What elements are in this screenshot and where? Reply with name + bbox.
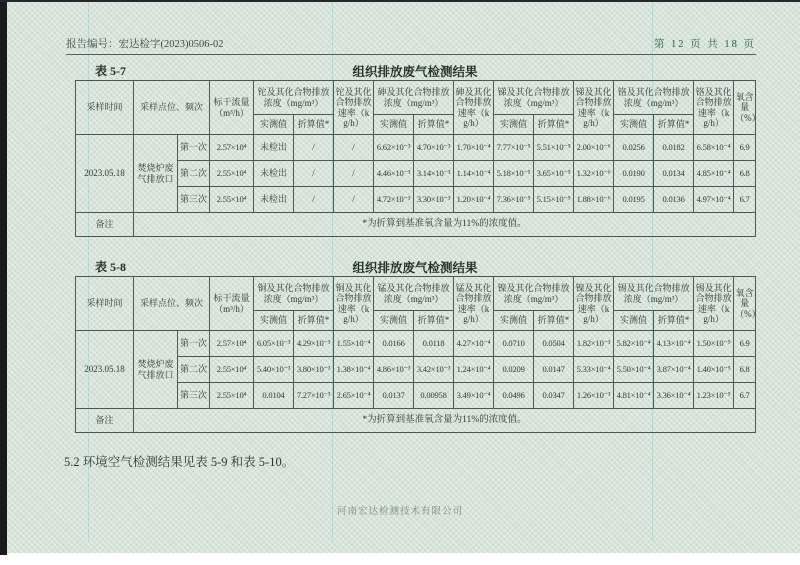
data-cell: 5.33×10⁻⁴ <box>574 357 614 383</box>
data-cell: 3.42×10⁻³ <box>414 357 454 383</box>
col-header-oxygen: 氧含量（%） <box>734 277 756 331</box>
data-cell: 3.80×10⁻³ <box>294 357 334 383</box>
col-header-group-rate: 锰及其化合物排放速率（kg/h） <box>454 277 494 331</box>
col-subheader-measured: 实测值 <box>614 311 654 331</box>
data-cell: 0.0256 <box>614 135 654 161</box>
note-text: *为折算到基准氧含量为11%的浓度值。 <box>134 409 756 433</box>
col-header-group-conc: 镍及其化合物排放浓度（mg/m³） <box>494 277 574 311</box>
col-header-group-rate: 锑及其化合物排放速率（kg/h） <box>574 81 614 135</box>
data-cell: 3.65×10⁻⁵ <box>534 161 574 187</box>
emissions-table-5-8 <box>75 276 761 433</box>
table-row <box>76 331 756 357</box>
col-header-oxygen: 氧含量（%） <box>734 81 756 135</box>
table-5-8-caption <box>75 258 755 274</box>
col-header-group-rate: 铜及其化合物排放速率（kg/h） <box>334 277 374 331</box>
table-row <box>76 383 756 409</box>
col-subheader-converted: 折算值* <box>294 311 334 331</box>
document-header <box>66 36 756 55</box>
data-cell: 6.9 <box>734 331 756 357</box>
data-cell: 0.0137 <box>374 383 414 409</box>
data-cell: 1.55×10⁻⁴ <box>334 331 374 357</box>
data-cell: 4.81×10⁻⁴ <box>614 383 654 409</box>
freq-cell: 第一次 <box>178 331 210 357</box>
data-cell: 0.00958 <box>414 383 454 409</box>
data-cell: 1.82×10⁻³ <box>574 331 614 357</box>
data-cell: 4.85×10⁻⁴ <box>694 161 734 187</box>
data-cell: 0.0209 <box>494 357 534 383</box>
data-cell: 0.0710 <box>494 331 534 357</box>
note-row <box>76 409 756 433</box>
col-header-flow: 标干流量（m³/h） <box>210 81 254 135</box>
data-cell: 4.29×10⁻³ <box>294 331 334 357</box>
data-cell: 4.72×10⁻³ <box>374 187 414 213</box>
col-subheader-converted: 折算值* <box>414 311 454 331</box>
data-cell: 2.55×10⁴ <box>210 161 254 187</box>
data-cell: 1.23×10⁻⁵ <box>694 383 734 409</box>
col-subheader-converted: 折算值* <box>534 115 574 135</box>
data-cell: 5.18×10⁻⁵ <box>494 161 534 187</box>
table-5-7-caption <box>75 62 755 78</box>
data-cell: 未检出 <box>254 161 294 187</box>
data-cell: 2.00×10⁻⁶ <box>574 135 614 161</box>
data-cell: 2.65×10⁻⁴ <box>334 383 374 409</box>
freq-cell: 第一次 <box>178 135 210 161</box>
page-indicator: 第 12 页 共 18 页 <box>653 39 756 50</box>
data-cell: 2.55×10⁴ <box>210 187 254 213</box>
table-5-7-label: 表 5-7 <box>95 64 126 78</box>
col-subheader-converted: 折算值* <box>534 311 574 331</box>
data-cell: 1.50×10⁻⁵ <box>694 331 734 357</box>
data-cell: 3.14×10⁻³ <box>414 161 454 187</box>
table-row <box>76 135 756 161</box>
table-5-8-label: 表 5-8 <box>95 260 126 274</box>
col-subheader-measured: 实测值 <box>614 115 654 135</box>
data-cell: 1.32×10⁻⁶ <box>574 161 614 187</box>
data-cell: 5.50×10⁻⁴ <box>614 357 654 383</box>
note-row <box>76 213 756 237</box>
freq-cell: 第二次 <box>178 357 210 383</box>
data-cell: 1.40×10⁻⁵ <box>694 357 734 383</box>
data-cell: 0.0347 <box>534 383 574 409</box>
data-cell: 6.7 <box>734 383 756 409</box>
data-cell: 0.0118 <box>414 331 454 357</box>
data-cell: 未检出 <box>254 135 294 161</box>
data-cell: 5.51×10⁻⁵ <box>534 135 574 161</box>
data-cell: 1.20×10⁻⁴ <box>454 187 494 213</box>
col-header-group-rate: 镍及其化合物排放速率（kg/h） <box>574 277 614 331</box>
data-cell: 3.49×10⁻⁴ <box>454 383 494 409</box>
col-header-point-freq: 采样点位、频次 <box>134 277 210 331</box>
table-5-7-title: 组织排放废气检测结果 <box>352 65 478 79</box>
col-header-group-rate: 铬及其化合物排放速率（kg/h） <box>694 81 734 135</box>
col-header-sample-time: 采样时间 <box>76 277 134 331</box>
table-row <box>76 187 756 213</box>
data-cell: 7.27×10⁻³ <box>294 383 334 409</box>
data-cell: 4.97×10⁻⁴ <box>694 187 734 213</box>
data-cell: 5.15×10⁻⁵ <box>534 187 574 213</box>
data-cell: 7.77×10⁻⁵ <box>494 135 534 161</box>
data-cell: 1.26×10⁻³ <box>574 383 614 409</box>
note-text: *为折算到基准氧含量为11%的浓度值。 <box>134 213 756 237</box>
section-5-2-text: 5.2 环境空气检测结果见表 5-9 和表 5-10。 <box>64 455 295 469</box>
note-label: 备注 <box>76 213 134 237</box>
data-cell: 6.58×10⁻⁴ <box>694 135 734 161</box>
data-cell: 0.0104 <box>254 383 294 409</box>
data-cell: 6.62×10⁻³ <box>374 135 414 161</box>
data-cell: 0.0182 <box>654 135 694 161</box>
note-label: 备注 <box>76 409 134 433</box>
col-header-group-conc: 砷及其化合物排放浓度（mg/m³） <box>374 81 454 115</box>
data-cell: / <box>334 135 374 161</box>
data-cell: 未检出 <box>254 187 294 213</box>
data-cell: 1.88×10⁻⁶ <box>574 187 614 213</box>
data-cell: 5.82×10⁻⁴ <box>614 331 654 357</box>
col-header-sample-time: 采样时间 <box>76 81 134 135</box>
data-cell: 4.27×10⁻⁴ <box>454 331 494 357</box>
data-cell: 4.13×10⁻⁴ <box>654 331 694 357</box>
col-subheader-converted: 折算值* <box>294 115 334 135</box>
col-header-point-freq: 采样点位、频次 <box>134 81 210 135</box>
col-header-group-rate: 砷及其化合物排放速率（kg/h） <box>454 81 494 135</box>
freq-cell: 第三次 <box>178 383 210 409</box>
data-cell: 3.87×10⁻⁴ <box>654 357 694 383</box>
col-subheader-measured: 实测值 <box>254 115 294 135</box>
freq-cell: 第三次 <box>178 187 210 213</box>
data-cell: 2.55×10⁴ <box>210 383 254 409</box>
data-cell: 0.0496 <box>494 383 534 409</box>
sample-date-cell: 2023.05.18 <box>76 135 134 213</box>
col-header-flow: 标干流量（m³/h） <box>210 277 254 331</box>
data-cell: 0.0136 <box>654 187 694 213</box>
data-cell: 5.40×10⁻³ <box>254 357 294 383</box>
col-header-group-conc: 锡及其化合物排放浓度（mg/m³） <box>614 277 694 311</box>
data-cell: 6.7 <box>734 187 756 213</box>
col-header-group-conc: 铊及其化合物排放浓度（mg/m³） <box>254 81 334 115</box>
data-cell: / <box>294 135 334 161</box>
report-number: 报告编号：宏达检字(2023)0506-02 <box>66 39 224 50</box>
col-subheader-converted: 折算值* <box>654 115 694 135</box>
emissions-table-5-7 <box>75 80 761 237</box>
data-cell: 6.05×10⁻³ <box>254 331 294 357</box>
col-header-group-conc: 锑及其化合物排放浓度（mg/m³） <box>494 81 574 115</box>
data-cell: 3.36×10⁻⁴ <box>654 383 694 409</box>
col-subheader-converted: 折算值* <box>654 311 694 331</box>
data-cell: 6.8 <box>734 357 756 383</box>
data-cell: 6.8 <box>734 161 756 187</box>
data-cell: 0.0195 <box>614 187 654 213</box>
col-subheader-converted: 折算值* <box>414 115 454 135</box>
table-5-8-title: 组织排放废气检测结果 <box>352 261 478 275</box>
freq-cell: 第二次 <box>178 161 210 187</box>
sample-date-cell: 2023.05.18 <box>76 331 134 409</box>
data-cell: 0.0147 <box>534 357 574 383</box>
col-subheader-measured: 实测值 <box>374 115 414 135</box>
table-row <box>76 357 756 383</box>
data-cell: 0.0134 <box>654 161 694 187</box>
data-cell: / <box>294 161 334 187</box>
col-header-group-conc: 铜及其化合物排放浓度（mg/m³） <box>254 277 334 311</box>
data-cell: / <box>294 187 334 213</box>
data-cell: 2.57×10⁴ <box>210 331 254 357</box>
data-cell: 6.9 <box>734 135 756 161</box>
table-row <box>76 161 756 187</box>
data-cell: 4.46×10⁻³ <box>374 161 414 187</box>
col-subheader-measured: 实测值 <box>374 311 414 331</box>
data-cell: 1.24×10⁻⁴ <box>454 357 494 383</box>
col-subheader-measured: 实测值 <box>494 115 534 135</box>
data-cell: 7.36×10⁻⁵ <box>494 187 534 213</box>
col-subheader-measured: 实测值 <box>494 311 534 331</box>
data-cell: 0.0504 <box>534 331 574 357</box>
col-subheader-measured: 实测值 <box>254 311 294 331</box>
data-cell: 4.86×10⁻³ <box>374 357 414 383</box>
data-cell: 4.70×10⁻³ <box>414 135 454 161</box>
col-header-group-rate: 铊及其化合物排放速率（kg/h） <box>334 81 374 135</box>
data-cell: 0.0190 <box>614 161 654 187</box>
data-cell: 3.30×10⁻³ <box>414 187 454 213</box>
sample-point-cell: 焚烧炉废气排放口 <box>134 331 178 409</box>
data-cell: 1.14×10⁻⁴ <box>454 161 494 187</box>
data-cell: 1.38×10⁻⁴ <box>334 357 374 383</box>
sample-point-cell: 焚烧炉废气排放口 <box>134 135 178 213</box>
col-header-group-rate: 锡及其化合物排放速率（kg/h） <box>694 277 734 331</box>
data-cell: 0.0166 <box>374 331 414 357</box>
data-cell: 2.55×10⁴ <box>210 357 254 383</box>
data-cell: / <box>334 187 374 213</box>
data-cell: / <box>334 161 374 187</box>
col-header-group-conc: 铬及其化合物排放浓度（mg/m³） <box>614 81 694 115</box>
scan-edge-left <box>0 2 7 555</box>
company-footer: 河南宏达检测技术有限公司 <box>336 507 463 517</box>
col-header-group-conc: 锰及其化合物排放浓度（mg/m³） <box>374 277 454 311</box>
data-cell: 2.57×10⁴ <box>210 135 254 161</box>
data-cell: 1.70×10⁻⁴ <box>454 135 494 161</box>
